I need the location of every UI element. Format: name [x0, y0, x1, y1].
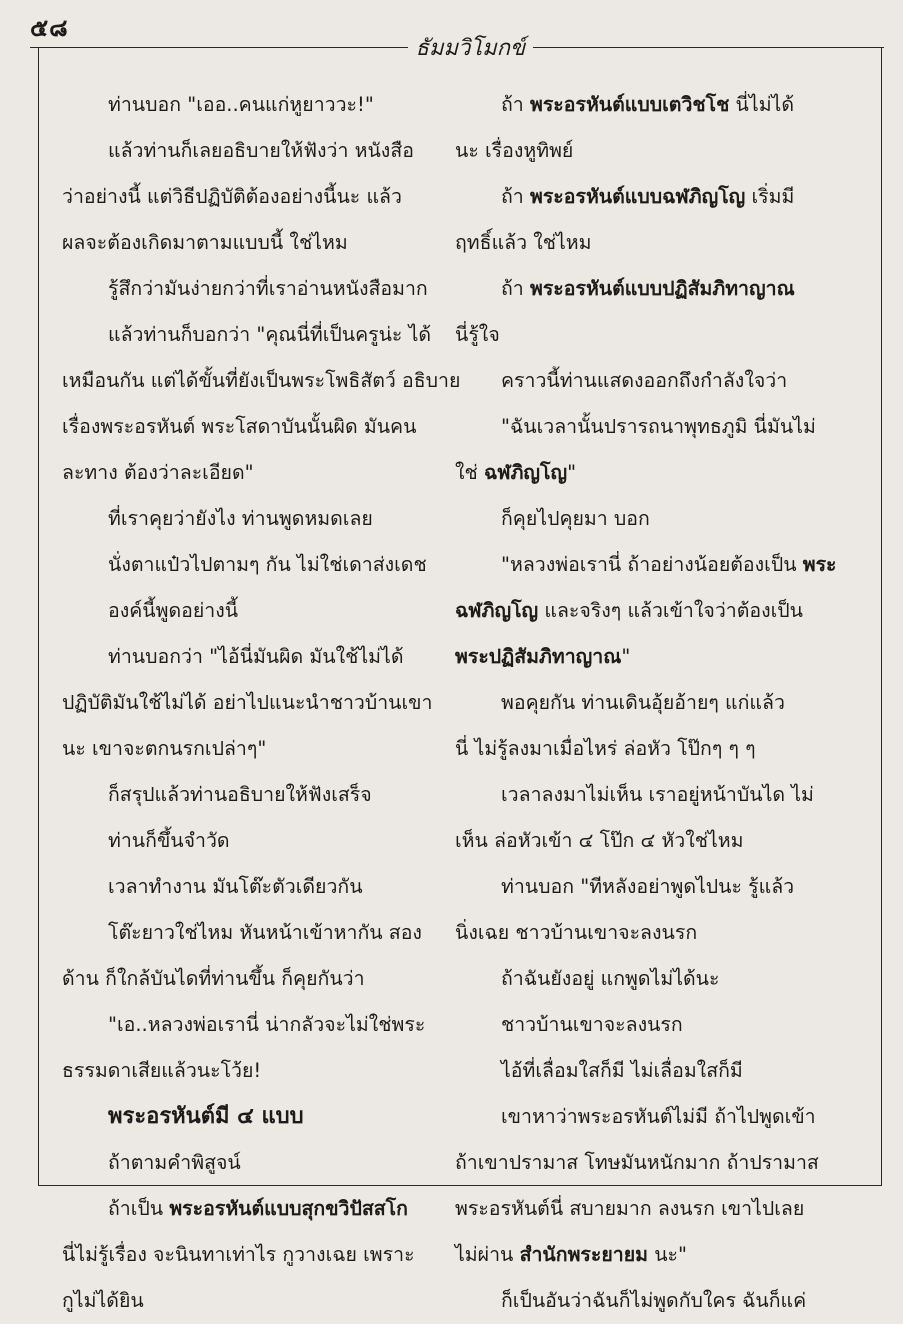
text-line — [455, 450, 830, 496]
bold-term: พระ — [802, 553, 837, 576]
text-segment: และจริงๆ แล้วเข้าใจว่าต้องเป็น — [538, 599, 803, 622]
running-title: ธัมมวิโมกข์ — [408, 30, 533, 65]
text-line: ปฏิบัติมันใช้ไม่ได้ อย่าไปแนะนำชาวบ้านเขา — [62, 691, 433, 714]
text-line: นี่ไม่รู้เรื่อง จะนินทาเท่าไร กูวางเฉย เพราะ — [62, 1243, 415, 1266]
text-line: ที่เราคุยว่ายังไง ท่านพูดหมดเลย — [108, 507, 373, 530]
text-line: โต๊ะยาวใช่ไหม หันหน้าเข้าหากัน สอง — [108, 921, 422, 944]
text-line: ฤทธิ์แล้ว ใช่ไหม — [455, 231, 592, 254]
text-line: คราวนี้ท่านแสดงออกถึงกำลังใจว่า — [501, 369, 788, 392]
text-line: ท่านก็ขึ้นจำวัด — [108, 829, 230, 852]
bold-term: ฉฬภิญโญ — [483, 461, 568, 484]
text-segment: "หลวงพ่อเรานี่ ถ้าอย่างน้อยต้องเป็น — [501, 553, 803, 576]
text-line — [455, 588, 830, 634]
bold-term: สำนักพระยายม — [519, 1243, 649, 1266]
bold-term: พระอรหันต์แบบเตวิชโช — [529, 93, 730, 116]
text-line: "ฉันเวลานั้นปรารถนาพุทธภูมิ นี่มันไม่ — [501, 415, 816, 438]
text-line: เห็น ล่อหัวเข้า ๔ โป๊ก ๔ หัวใช่ไหม — [455, 829, 744, 852]
text-line: ธรรมดาเสียแล้วนะโว้ย! — [62, 1059, 262, 1082]
text-line: ท่านบอกว่า "ไอ้นี่มันผิด มันใช้ไม่ได้ — [108, 645, 404, 668]
left-column — [62, 82, 461, 1324]
text-line: ก็สรุปแล้วท่านอธิบายให้ฟังเสร็จ — [108, 783, 372, 806]
text-line: นี่ ไม่รู้ลงมาเมื่อไหร่ ล่อหัว โป๊กๆ ๆ ๆ — [455, 737, 756, 760]
text-line: องค์นี้พูดอย่างนี้ — [108, 599, 239, 622]
text-segment: ไม่ผ่าน — [455, 1243, 520, 1266]
text-line — [455, 174, 830, 220]
text-line: ละทาง ต้องว่าละเอียด" — [62, 461, 254, 484]
text-segment: ใช่ — [455, 461, 484, 484]
text-line: ถ้าเขาปรามาส โทษมันหนักมาก ถ้าปรามาส — [455, 1151, 819, 1174]
text-segment: เริ่มมี — [745, 185, 795, 208]
text-line — [455, 82, 830, 128]
text-line: เวลาลงมาไม่เห็น เราอยู่หน้าบันได ไม่ — [501, 783, 814, 806]
text-segment: ถ้า — [501, 185, 530, 208]
text-segment: ถ้า — [501, 277, 530, 300]
text-segment: " — [567, 461, 577, 484]
right-column — [455, 82, 837, 1324]
text-line: กูไม่ได้ยิน — [62, 1289, 144, 1312]
text-line — [62, 1186, 437, 1232]
text-line: ก็เป็นอันว่าฉันก็ไม่พูดกับใคร ฉันก็แค่ — [501, 1289, 807, 1312]
text-line: แล้วท่านก็บอกว่า "คุณนี่ที่เป็นครูน่ะ ได้ — [108, 323, 432, 346]
text-line: เรื่องพระอรหันต์ พระโสดาบันนั้นผิด มันคน — [62, 415, 417, 438]
page-number: ๕๘ — [30, 13, 69, 42]
text-segment: " — [621, 645, 631, 668]
text-line: พอคุยกัน ท่านเดินอุ้ยอ้ายๆ แก่แล้ว — [501, 691, 785, 714]
text-line: นะ เขาจะตกนรกเปล่าๆ" — [62, 737, 267, 760]
text-line: ชาวบ้านเขาจะลงนรก — [501, 1013, 683, 1036]
text-line: ก็คุยไปคุยมา บอก — [501, 507, 650, 530]
text-line: ว่าอย่างนี้ แต่วิธีปฏิบัติต้องอย่างนี้นะ แล้ว — [62, 185, 402, 208]
text-line: ผลจะต้องเกิดมาตามแบบนี้ ใช่ไหม — [62, 231, 348, 254]
text-line: เวลาทำงาน มันโต๊ะตัวเดียวกัน — [108, 875, 363, 898]
text-line: เหมือนกัน แต่ได้ขั้นที่ยังเป็นพระโพธิสัตว์ อธิบาย — [62, 369, 461, 392]
text-line: ท่านบอก "เออ..คนแก่หูยาววะ!" — [108, 93, 374, 116]
text-line — [455, 266, 830, 312]
text-line: ไอ้ที่เลื่อมใสก็มี ไม่เลื่อมใสก็มี — [501, 1059, 743, 1082]
section-heading: พระอรหันต์มี ๔ แบบ — [108, 1104, 304, 1129]
bold-term: พระอรหันต์แบบสุกขวิปัสสโก — [169, 1197, 408, 1220]
text-line: ท่านบอก "ทีหลังอย่าพูดไปนะ รู้แล้ว — [501, 875, 795, 898]
text-line — [455, 634, 830, 680]
text-line: ถ้าฉันยังอยู่ แกพูดไม่ได้นะ — [501, 967, 720, 990]
text-line: นี่รู้ใจ — [455, 323, 500, 346]
text-segment: นี่ไม่ได้ — [729, 93, 795, 116]
bold-term: ฉฬภิญโญ — [455, 599, 539, 622]
text-segment: นะ" — [648, 1243, 688, 1266]
text-line — [455, 542, 837, 588]
text-segment: ถ้า — [501, 93, 530, 116]
bold-term: พระอรหันต์แบบฉฬภิญโญ — [529, 185, 746, 208]
text-line: รู้สึกว่ามันง่ายกว่าที่เราอ่านหนังสือมาก — [108, 277, 428, 300]
text-line: เขาหาว่าพระอรหันต์ไม่มี ถ้าไปพูดเข้า — [501, 1105, 816, 1128]
text-line: "เอ..หลวงพ่อเรานี่ น่ากลัวจะไม่ใช่พระ — [108, 1013, 426, 1036]
bold-term: พระอรหันต์แบบปฏิสัมภิทาญาณ — [529, 277, 795, 300]
text-line: พระอรหันต์นี่ สบายมาก ลงนรก เขาไปเลย — [455, 1197, 805, 1220]
text-line: นะ เรื่องหูทิพย์ — [455, 139, 574, 162]
text-line — [455, 1232, 830, 1278]
bold-term: พระปฏิสัมภิทาญาณ — [455, 645, 622, 668]
text-line: แล้วท่านก็เลยอธิบายให้ฟังว่า หนังสือ — [108, 139, 414, 162]
text-line: นั่งตาแป๋วไปตามๆ กัน ไม่ใช่เดาส่งเดช — [108, 553, 427, 576]
text-segment: ถ้าเป็น — [108, 1197, 170, 1220]
text-line: ถ้าตามคำพิสูจน์ — [108, 1151, 241, 1174]
text-line: นิ่งเฉย ชาวบ้านเขาจะลงนรก — [455, 921, 698, 944]
text-line: ด้าน ก็ใกล้บันไดที่ท่านขึ้น ก็คุยกันว่า — [62, 967, 365, 990]
